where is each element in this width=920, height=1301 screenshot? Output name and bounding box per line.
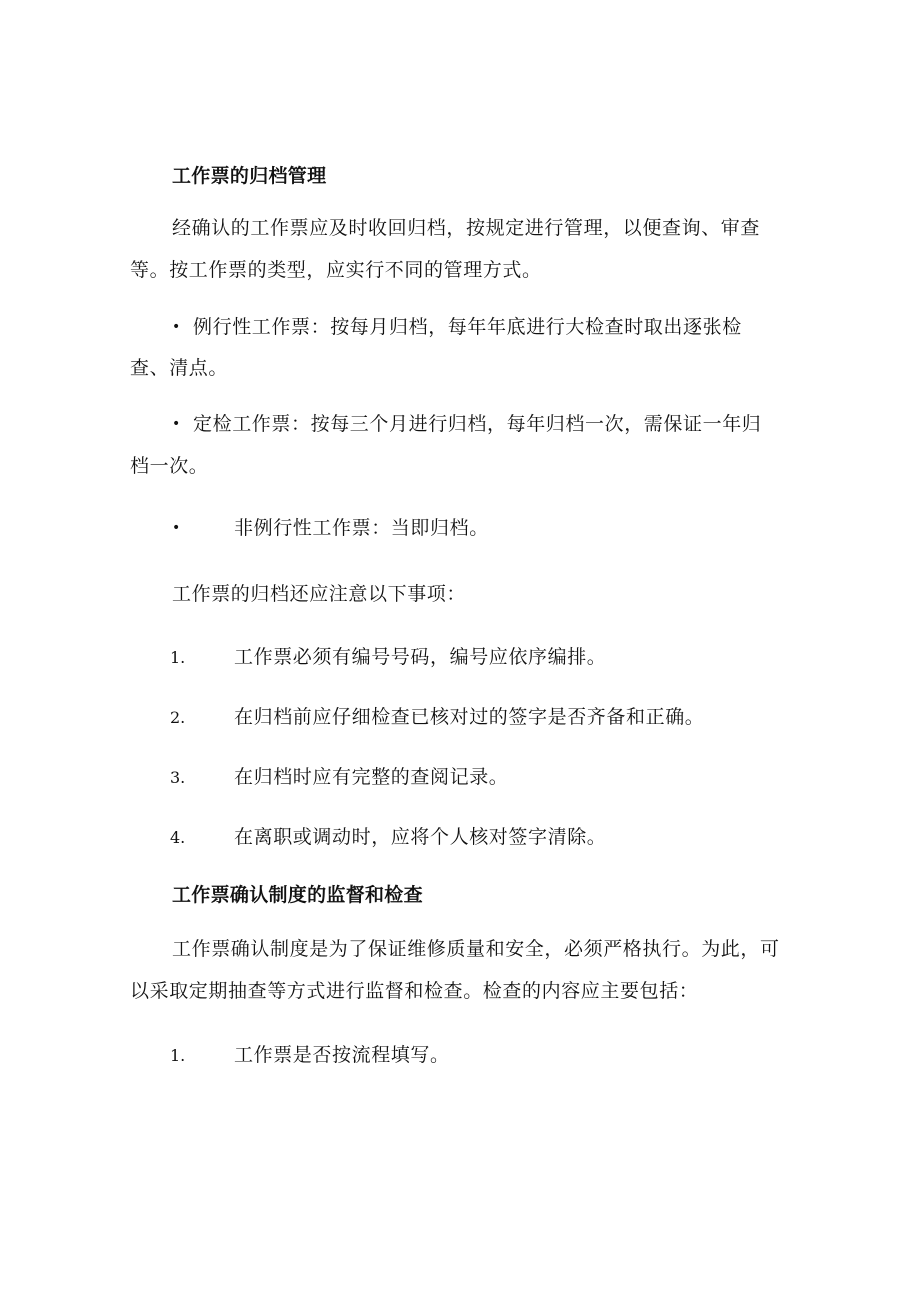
list-number: 2. <box>170 708 186 727</box>
list-item: 工作票必须有编号号码，编号应依序编排。 <box>234 646 607 668</box>
paragraph-line: 工作票确认制度是为了保证维修质量和安全，必须严格执行。为此，可 <box>172 938 780 960</box>
bullet-marker: • <box>172 520 181 536</box>
list-item: 在归档前应仔细检查已核对过的签字是否齐备和正确。 <box>234 706 705 728</box>
list-item: 在离职或调动时，应将个人核对签字清除。 <box>234 826 607 848</box>
notes-intro: 工作票的归档还应注意以下事项： <box>172 583 467 605</box>
list-number: 1. <box>170 1046 186 1065</box>
bullet-item-line: 例行性工作票：按每月归档，每年年底进行大检查时取出逐张检 <box>193 316 742 338</box>
list-item: 在归档时应有完整的查阅记录。 <box>234 766 509 788</box>
list-number: 1. <box>170 648 186 667</box>
section-heading-archive: 工作票的归档管理 <box>172 165 327 187</box>
paragraph-line: 等。按工作票的类型，应实行不同的管理方式。 <box>130 259 542 281</box>
bullet-item-line: 定检工作票：按每三个月进行归档，每年归档一次，需保证一年归 <box>193 413 762 435</box>
bullet-item-line: 档一次。 <box>130 455 209 477</box>
paragraph-line: 经确认的工作票应及时收回归档，按规定进行管理，以便查询、审查 <box>172 217 761 239</box>
bullet-item-line: 非例行性工作票：当即归档。 <box>234 517 489 539</box>
list-item: 工作票是否按流程填写。 <box>234 1044 450 1066</box>
bullet-marker: • <box>172 319 181 335</box>
bullet-item-line: 查、清点。 <box>130 357 229 379</box>
bullet-marker: • <box>172 416 181 432</box>
list-number: 4. <box>170 828 186 847</box>
paragraph-line: 以采取定期抽查等方式进行监督和检查。检查的内容应主要包括： <box>130 980 699 1002</box>
section-heading-supervision: 工作票确认制度的监督和检查 <box>172 884 423 906</box>
list-number: 3. <box>170 768 186 787</box>
